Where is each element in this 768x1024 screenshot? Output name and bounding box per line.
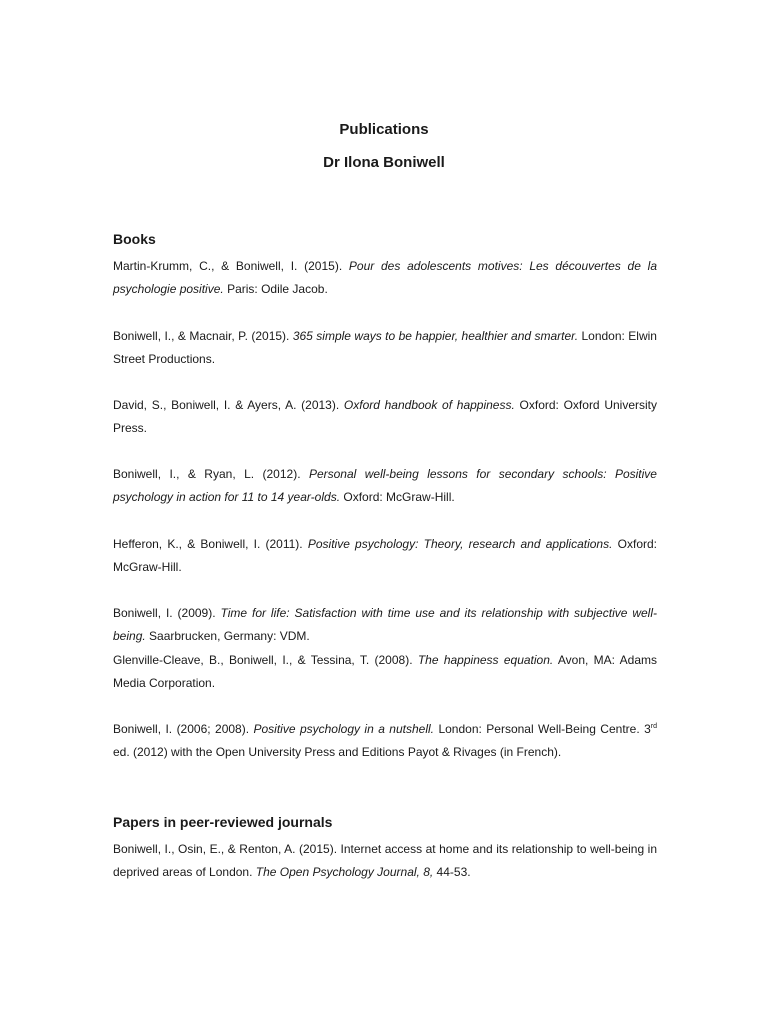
- reference-entry: Boniwell, I., & Macnair, P. (2015). 365 simple ways to be happier, healthier and smarter. London: Elwin Street Productions.: [113, 329, 657, 366]
- document-title: Publications: [339, 121, 429, 138]
- document-author: Dr Ilona Boniwell: [323, 154, 445, 171]
- reference-entry: Boniwell, I., Osin, E., & Renton, A. (2015). Internet access at home and its relationship to well-being in deprived areas of London. The Open Psychology Journal, 8, 44-53.: [113, 842, 657, 879]
- reference-entry: Boniwell, I., & Ryan, L. (2012). Personal well-being lessons for secondary schools: Positive psychology in action for 11 to 14 year-olds. Oxford: McGraw-Hill.: [113, 467, 657, 504]
- ordinal-superscript: rd: [650, 723, 657, 730]
- reference-entry: Boniwell, I. (2006; 2008). Positive psychology in a nutshell. London: Personal Well-Being Centre. 3rd ed. (2012) with the Open University Press and Editions Payot & Rivages (in French).: [113, 722, 657, 759]
- section-heading-papers: Papers in peer-reviewed journals: [113, 814, 333, 830]
- reference-entry: Hefferon, K., & Boniwell, I. (2011). Positive psychology: Theory, research and applications. Oxford: McGraw-Hill.: [113, 537, 657, 574]
- reference-entry: David, S., Boniwell, I. & Ayers, A. (2013). Oxford handbook of happiness. Oxford: Oxford University Press.: [113, 398, 657, 435]
- section-heading-books: Books: [113, 231, 156, 247]
- reference-entry: Martin-Krumm, C., & Boniwell, I. (2015). Pour des adolescents motives: Les découvertes de la psychologie positive. Paris: Odile Jacob.: [113, 259, 657, 296]
- reference-entry: Glenville-Cleave, B., Boniwell, I., & Tessina, T. (2008). The happiness equation. Avon, MA: Adams Media Corporation.: [113, 653, 657, 690]
- reference-entry: Boniwell, I. (2009). Time for life: Satisfaction with time use and its relationship with subjective well-being. Saarbrucken, Germany: VDM.: [113, 606, 657, 643]
